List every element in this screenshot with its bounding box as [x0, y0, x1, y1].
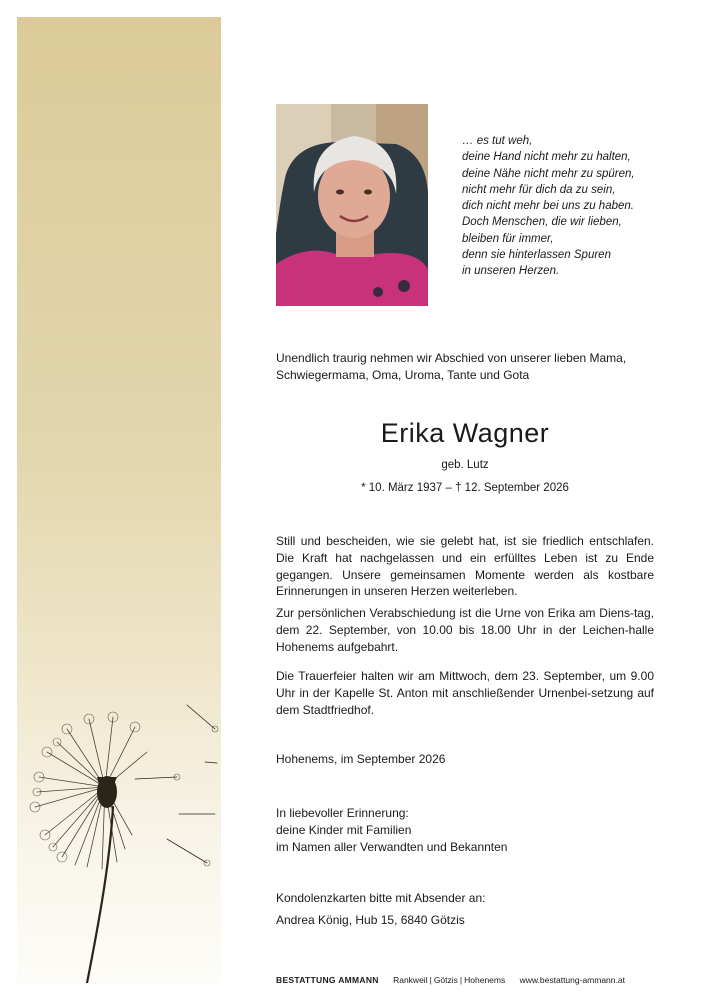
- maiden-name: geb. Lutz: [441, 459, 489, 471]
- paragraph-tribute: Still und bescheiden, wie sie gelebt hat, ist sie friedlich entschlafen. Die Kraft hat nachgelassen und ein erfülltes Leben ist zu Ende gegangen. Unsere gemeinsamen Momente werden als kostbare Erinnerungen in unseren Herzen weiterleben.: [276, 534, 654, 599]
- paragraph-viewing: Zur persönlichen Verabschiedung ist die Urne von Erika am Diens-tag, dem 22. September, von 10.00 bis 18.00 Uhr in der Leichen-halle Hohenems aufgebahrt.: [276, 606, 654, 654]
- deceased-name: Erika Wagner: [380, 418, 550, 448]
- closing-line: im Namen aller Verwandten und Bekannten: [276, 839, 508, 854]
- flying-seeds: [135, 705, 217, 863]
- condolence-recipient: Andrea König, Hub 15, 6840 Götzis: [276, 913, 465, 927]
- paragraph-funeral: Die Trauerfeier halten wir am Mittwoch, dem 23. September, um 9.00 Uhr in der Kapelle St. Anton mit anschließender Urnenbei-setzung auf dem Stadtfriedhof.: [276, 669, 654, 717]
- location-rankweil: Rankweil: [393, 975, 428, 985]
- brand-name: BESTATTUNG: [276, 975, 336, 985]
- closing-line: In liebevoller Erinnerung:: [276, 806, 409, 820]
- memorial-poem: … es tut weh, deine Hand nicht mehr zu halten, deine Nähe nicht mehr zu spüren, nicht mehr für dich da zu sein, dich nicht mehr bei uns zu haben. Doch Menschen, die wir lieben, bleiben für immer, denn sie hinterlassen Spuren in unseren Herzen.: [462, 135, 635, 278]
- dandelion-stem: [87, 807, 113, 983]
- closing-line: deine Kinder mit Familien: [276, 822, 412, 837]
- location-goetzis: Götzis: [433, 975, 458, 985]
- closing-signature: [276, 805, 656, 855]
- portrait-photo: [276, 104, 428, 306]
- decorative-sidebar: [17, 17, 221, 983]
- condolence-label: Kondolenzkarten bitte mit Absender an:: [276, 891, 486, 905]
- footer: BESTATTUNG AMMANN Rankweil | Götzis | Hohenems www.bestattung-ammann.at: [276, 975, 625, 985]
- condolence-address: [276, 887, 656, 931]
- location-hohenems: Hohenems: [464, 975, 506, 985]
- dandelion-illustration: [17, 17, 221, 983]
- website-link[interactable]: www.bestattung-ammann.at: [519, 975, 625, 985]
- dandelion-seed-head: [35, 717, 147, 869]
- farewell-intro: Unendlich traurig nehmen wir Abschied von unserer lieben Mama, Schwiegermama, Oma, Uroma, Tante und Gota: [276, 351, 627, 382]
- brand-name-bold: AMMANN: [338, 975, 379, 985]
- life-dates: * 10. März 1937 – † 12. September 2026: [361, 482, 569, 494]
- place-date: Hohenems, im September 2026: [276, 752, 446, 766]
